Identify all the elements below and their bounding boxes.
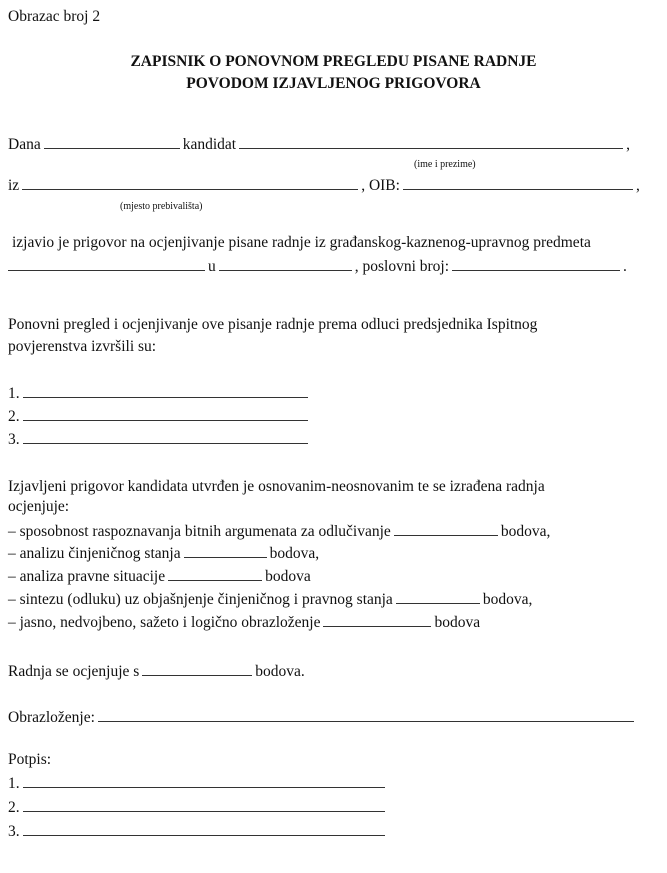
comma: ,: [626, 136, 630, 153]
criterion-label: – analizu činjeničnog stanja: [8, 545, 181, 562]
criterion-1-points[interactable]: [394, 521, 498, 536]
place-field[interactable]: [22, 175, 358, 190]
criterion-3: [8, 566, 311, 584]
kandidat-label: kandidat: [182, 136, 237, 153]
iz-label: iz: [8, 177, 20, 194]
reviewer-2: [8, 406, 311, 424]
reviewer-1-field[interactable]: [23, 383, 308, 398]
number: 2.: [8, 799, 20, 816]
signature-1: [8, 773, 388, 791]
criterion-label: – jasno, nedvojbeno, sažeto i logično obrazloženje: [8, 614, 321, 631]
signature-label: Potpis:: [8, 751, 52, 768]
number: 3.: [8, 823, 20, 840]
review-text-1: Ponovni pregled i ocjenjivanje ove pisanje radnje prema odluci predsjednika Ispitnog: [8, 316, 538, 333]
row-court-case: [5, 256, 627, 274]
reasoning-label: Obrazloženje:: [8, 709, 95, 726]
signature-3: [8, 821, 388, 839]
criterion-label: – sposobnost raspoznavanja bitnih argumenata za odlučivanje: [8, 523, 391, 540]
points-suffix: bodova.: [255, 663, 305, 680]
criterion-label: – sintezu (odluku) uz objašnjenje činjeničnog i pravnog stanja: [8, 591, 393, 608]
points-suffix: bodova,: [269, 545, 320, 562]
number: 1.: [8, 385, 20, 402]
reasoning-row: [8, 707, 637, 725]
objection-text-1: Izjavljeni prigovor kandidata utvrđen je osnovanim-neosnovanim te se izrađena radnja: [8, 478, 545, 495]
signature-3-field[interactable]: [23, 821, 385, 836]
hint-place: (mjesto prebivališta): [120, 201, 203, 212]
reviewer-2-field[interactable]: [23, 406, 308, 421]
criterion-3-points[interactable]: [168, 566, 262, 581]
row-place-oib: [8, 175, 640, 193]
case-number-label: , poslovni broj:: [354, 258, 450, 275]
total-points-row: [8, 661, 305, 679]
candidate-name-field[interactable]: [239, 134, 623, 149]
dot: .: [623, 258, 627, 275]
criterion-label: – analiza pravne situacije: [8, 568, 166, 585]
criterion-2: [8, 543, 319, 561]
criterion-5: [8, 612, 480, 630]
points-suffix: bodova: [265, 568, 311, 585]
reviewer-1: [8, 383, 311, 401]
court-field[interactable]: [219, 256, 352, 271]
total-points-field[interactable]: [142, 661, 252, 676]
signature-2: [8, 797, 388, 815]
hint-name: (ime i prezime): [414, 159, 476, 170]
criterion-5-points[interactable]: [323, 612, 431, 627]
reviewer-3: [8, 429, 311, 447]
signature-2-field[interactable]: [23, 797, 385, 812]
form-number: Obrazac broj 2: [8, 8, 101, 25]
title-line-1: ZAPISNIK O PONOVNOM PREGLEDU PISANE RADNJE: [130, 53, 537, 70]
signature-1-field[interactable]: [23, 773, 385, 788]
reasoning-field[interactable]: [98, 707, 634, 722]
criterion-2-points[interactable]: [184, 543, 267, 558]
number: 2.: [8, 408, 20, 425]
u-label: u: [208, 258, 216, 275]
oib-label: , OIB:: [361, 177, 400, 194]
case-number-field[interactable]: [452, 256, 620, 271]
points-suffix: bodova,: [500, 523, 551, 540]
subject-field[interactable]: [8, 256, 205, 271]
dana-label: Dana: [8, 136, 41, 153]
reviewer-3-field[interactable]: [23, 429, 308, 444]
number: 1.: [8, 775, 20, 792]
row-date-candidate: [8, 134, 630, 152]
points-suffix: bodova: [434, 614, 481, 631]
objection-text-2: ocjenjuje:: [8, 498, 70, 515]
criterion-4: [8, 589, 532, 607]
points-suffix: bodova,: [482, 591, 533, 608]
title-line-2: POVODOM IZJAVLJENOG PRIGOVORA: [186, 75, 481, 92]
comma: ,: [635, 177, 640, 194]
review-text-2: povjerenstva izvršili su:: [8, 338, 157, 355]
criterion-1: [8, 521, 550, 539]
number: 3.: [8, 431, 20, 448]
oib-field[interactable]: [403, 175, 633, 190]
objection-statement: izjavio je prigovor na ocjenjivanje pisane radnje iz građanskog-kaznenog-upravnog predmeta: [12, 234, 591, 251]
date-field[interactable]: [44, 134, 180, 149]
criterion-4-points[interactable]: [396, 589, 480, 604]
total-label: Radnja se ocjenjuje s: [8, 663, 140, 680]
